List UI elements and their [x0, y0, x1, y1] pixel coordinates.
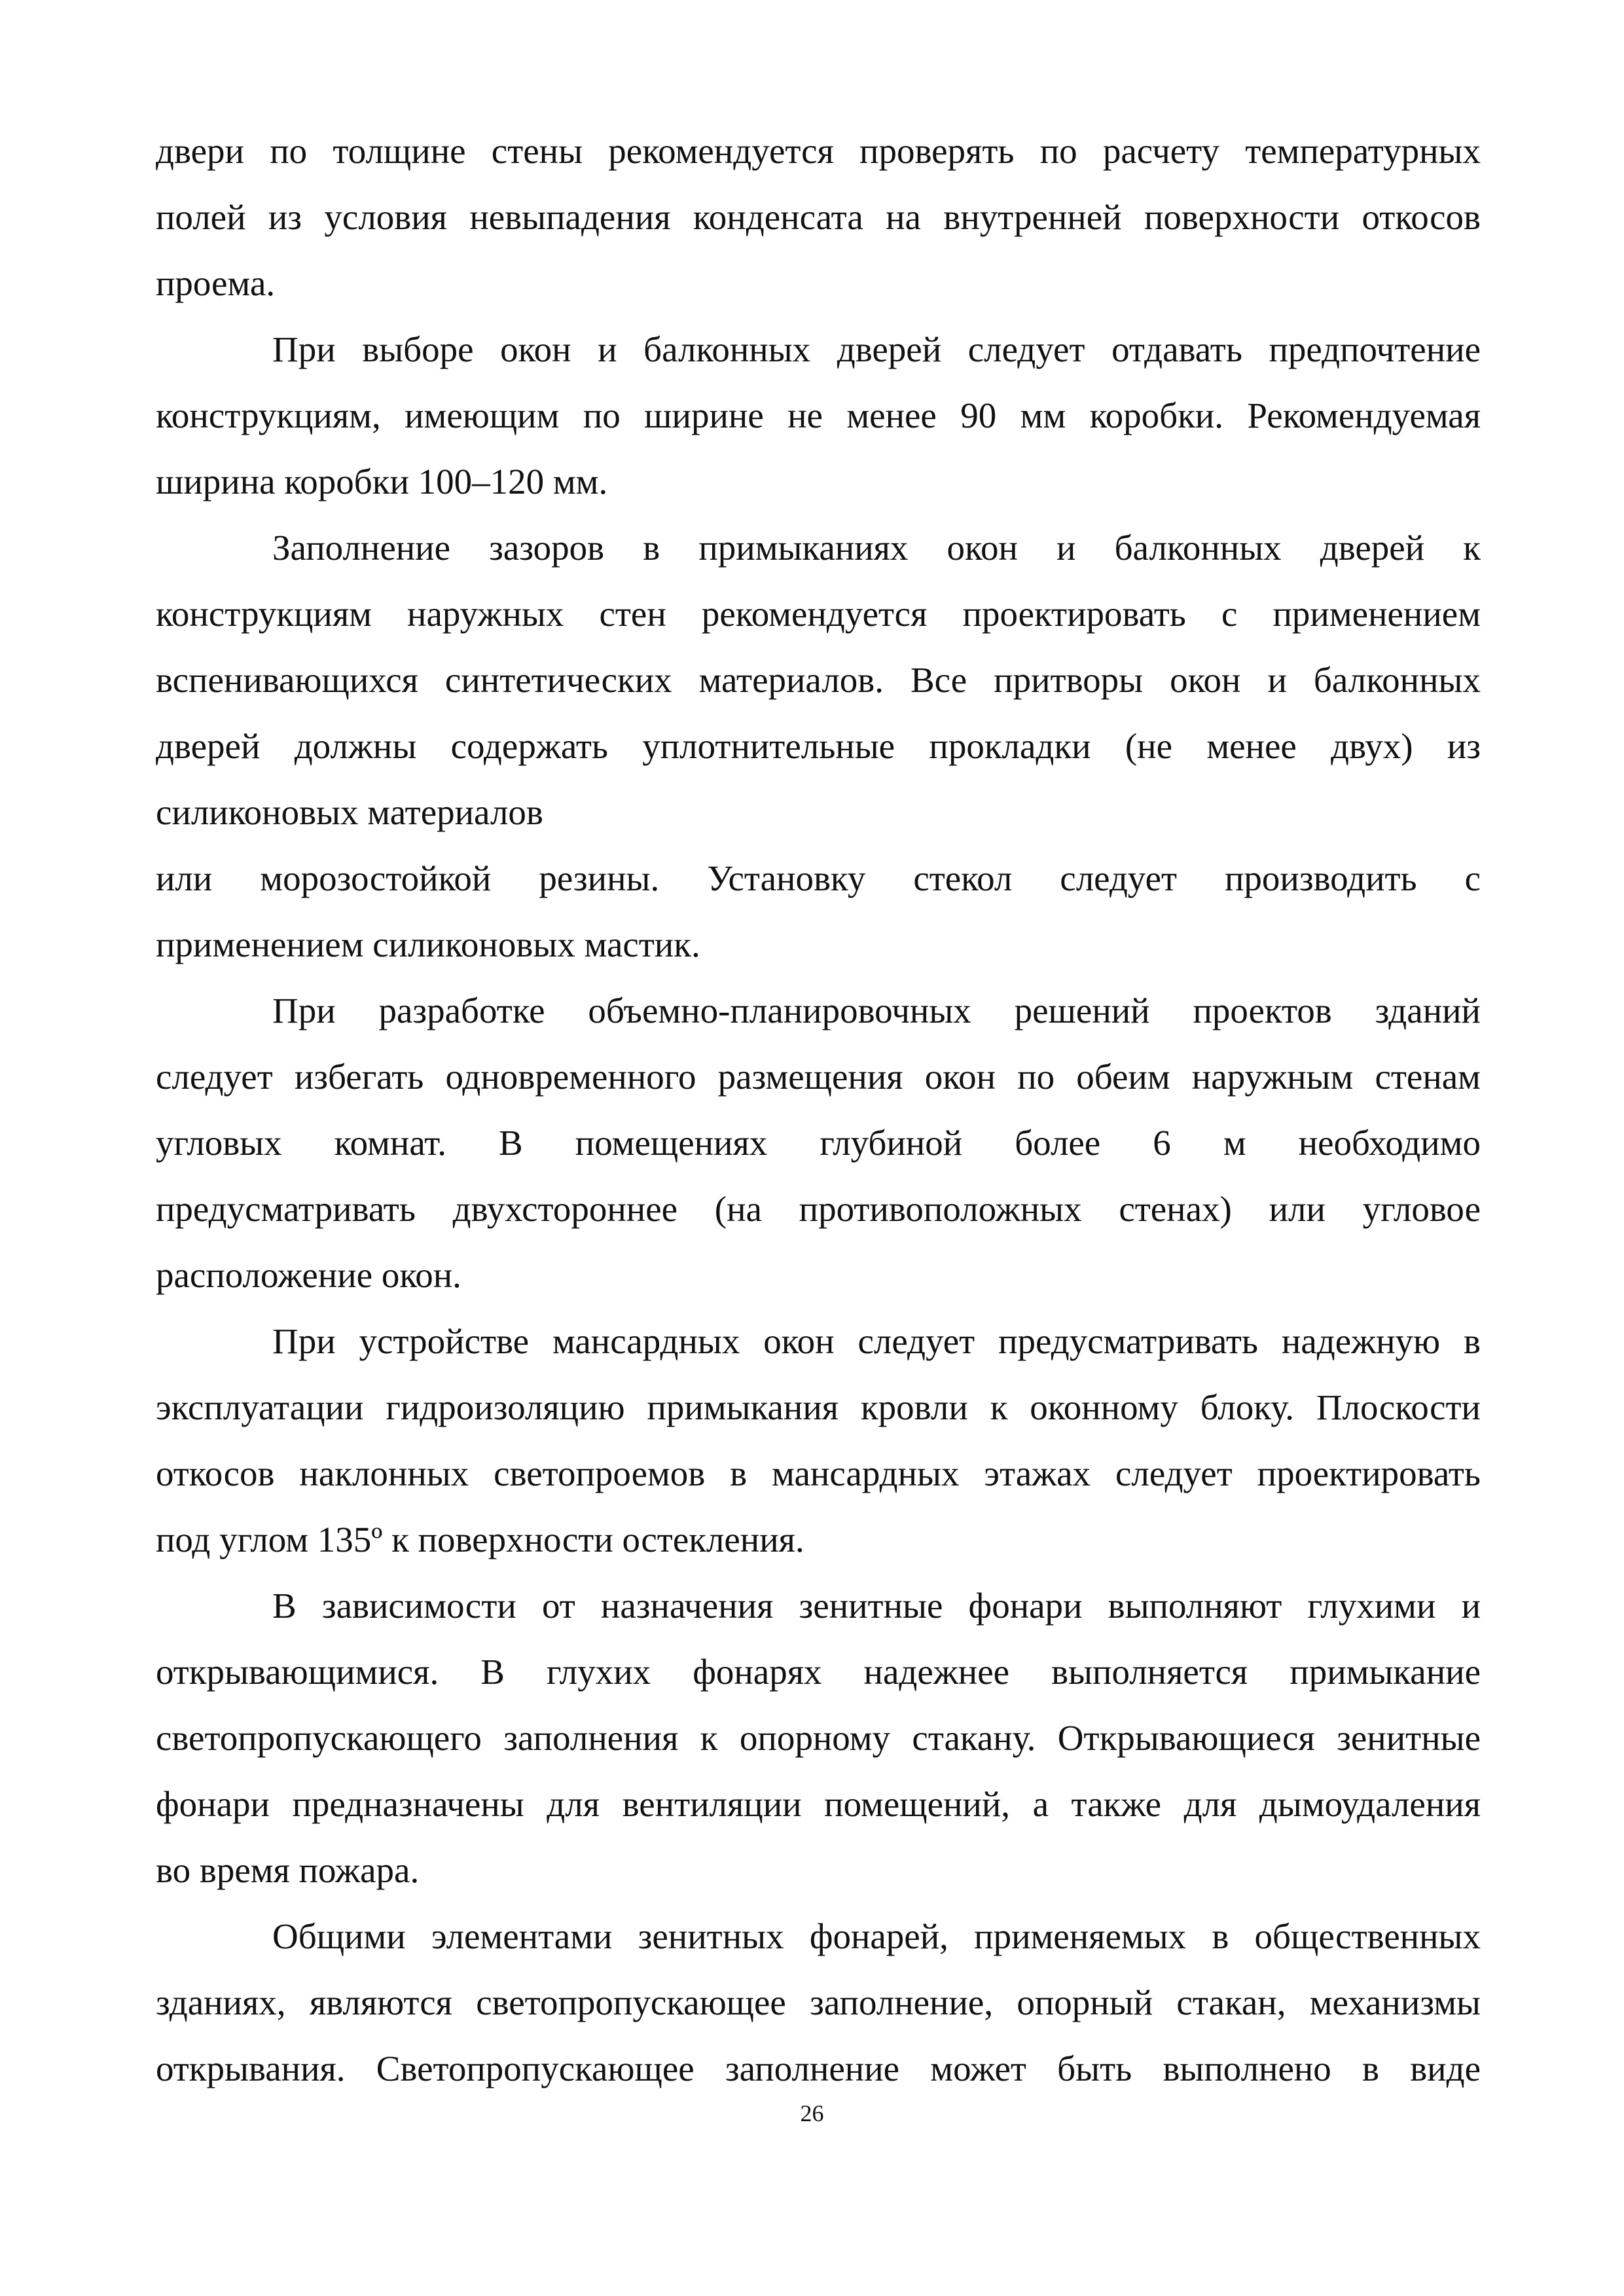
text-line: конструкциям наружных стен рекомендуется проектировать с применением [156, 594, 1481, 634]
page-number: 26 [800, 2100, 824, 2126]
text-line: зданиях, являются светопропускающее заполнение, опорный стакан, механизмы [156, 1982, 1481, 2022]
text-line: двери по толщине стены рекомендуется проверять по расчету температурных [156, 131, 1481, 171]
text-line: фонари предназначены для вентиляции помещений, а также для дымоудаления [156, 1784, 1481, 1824]
text-line: При выборе окон и балконных дверей следует отдавать предпочтение [272, 329, 1481, 369]
text-line: дверей должны содержать уплотнительные прокладки (не менее двух) из [156, 726, 1481, 766]
text-line: вспенивающихся синтетических материалов. Все притворы окон и балконных [156, 660, 1481, 700]
text-line: предусматривать двухстороннее (на противоположных стенах) или угловое [156, 1189, 1481, 1229]
text-line: ширина коробки 100–120 мм. [156, 462, 608, 501]
text-line: открывающимися. В глухих фонарях надежнее выполняется примыкание [156, 1652, 1481, 1692]
text-line: полей из условия невыпадения конденсата на внутренней поверхности откосов [156, 197, 1481, 237]
text-line: В зависимости от назначения зенитные фонари выполняют глухими и [272, 1586, 1481, 1626]
text-line: следует избегать одновременного размещения окон по обеим наружным стенам [156, 1057, 1481, 1097]
text-line: открывания. Светопропускающее заполнение может быть выполнено в виде [156, 2049, 1481, 2088]
text-line: силиконовых материалов [156, 792, 543, 832]
text-line: При разработке объемно-планировочных решений проектов зданий [272, 991, 1481, 1030]
text-line: При устройстве мансардных окон следует предусматривать надежную в [272, 1321, 1481, 1361]
text-line: эксплуатации гидроизоляцию примыкания кровли к оконному блоку. Плоскости [156, 1387, 1481, 1427]
text-line: во время пожара. [156, 1850, 420, 1890]
text-line: откосов наклонных светопроемов в мансардных этажах следует проектировать [156, 1453, 1481, 1493]
text-line: светопропускающего заполнения к опорному стакану. Открывающиеся зенитные [156, 1718, 1481, 1758]
text-line: проема. [156, 263, 276, 303]
text-line: под углом 135º к поверхности остекления. [156, 1520, 804, 1559]
text-line: конструкциям, имеющим по ширине не менее 90 мм коробки. Рекомендуемая [156, 395, 1481, 435]
text-line: Общими элементами зенитных фонарей, применяемых в общественных [272, 1916, 1481, 1956]
text-line: Заполнение зазоров в примыканиях окон и балконных дверей к [272, 528, 1481, 568]
text-line: расположение окон. [156, 1255, 461, 1295]
text-line: применением силиконовых мастик. [156, 924, 700, 964]
text-line: или морозостойкой резины. Установку стекол следует производить с [156, 858, 1481, 898]
body-text [156, 118, 1481, 2102]
text-line: угловых комнат. В помещениях глубиной более 6 м необходимо [156, 1123, 1481, 1163]
